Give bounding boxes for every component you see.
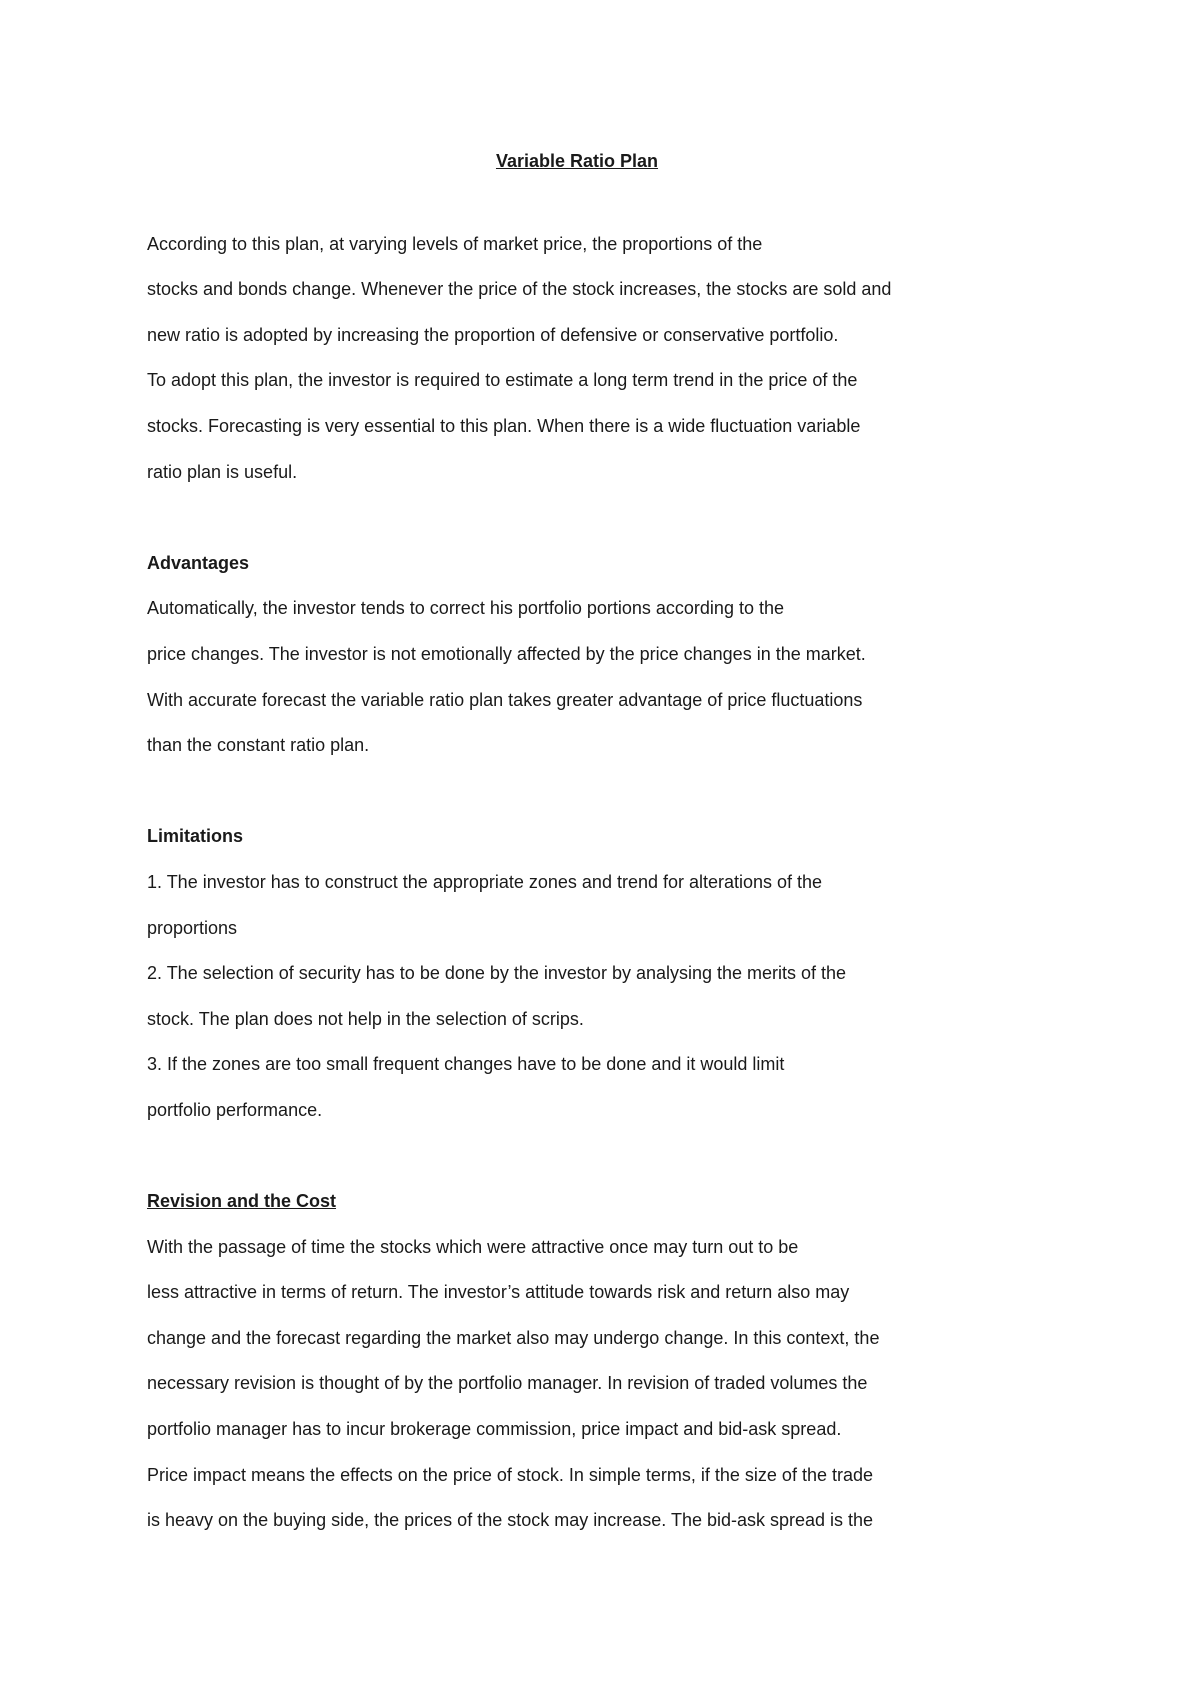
section-spacer xyxy=(147,1133,1007,1179)
limitations-line: portfolio performance. xyxy=(147,1099,323,1120)
revision-line: Price impact means the effects on the price of stock. In simple terms, if the size of the trade xyxy=(147,1464,873,1485)
document-body xyxy=(147,146,1007,1544)
revision-line: less attractive in terms of return. The investor’s attitude towards risk and return also may xyxy=(147,1282,850,1303)
limitations-line: proportions xyxy=(147,917,238,938)
intro-line: new ratio is adopted by increasing the proportion of defensive or conservative portfolio. xyxy=(147,324,839,345)
limitations-heading: Limitations xyxy=(147,826,244,847)
limitations-line: 2. The selection of security has to be done by the investor by analysing the merits of the xyxy=(147,963,847,984)
section-spacer xyxy=(147,495,1007,541)
advantages-line: than the constant ratio plan. xyxy=(147,735,370,756)
limitations-section xyxy=(147,814,1007,1133)
advantages-line: price changes. The investor is not emotionally affected by the price changes in the market. xyxy=(147,643,866,664)
intro-line: ratio plan is useful. xyxy=(147,461,298,482)
advantages-heading: Advantages xyxy=(147,552,250,573)
intro-line: stocks and bonds change. Whenever the price of the stock increases, the stocks are sold and xyxy=(147,279,892,300)
limitations-line: stock. The plan does not help in the selection of scrips. xyxy=(147,1008,584,1029)
revision-line: change and the forecast regarding the market also may undergo change. In this context, the xyxy=(147,1327,880,1348)
intro-line: To adopt this plan, the investor is required to estimate a long term trend in the price of the xyxy=(147,370,858,391)
advantages-line: Automatically, the investor tends to correct his portfolio portions according to the xyxy=(147,598,784,619)
intro-line: stocks. Forecasting is very essential to this plan. When there is a wide fluctuation variable xyxy=(147,415,861,436)
document-title: Variable Ratio Plan xyxy=(495,151,659,171)
limitations-line: 1. The investor has to construct the appropriate zones and trend for alterations of the xyxy=(147,871,823,892)
advantages-section xyxy=(147,541,1007,769)
advantages-line: With accurate forecast the variable ratio plan takes greater advantage of price fluctuations xyxy=(147,689,863,710)
revision-line: is heavy on the buying side, the prices of the stock may increase. The bid-ask spread is the xyxy=(147,1510,874,1531)
revision-line: necessary revision is thought of by the portfolio manager. In revision of traded volumes the xyxy=(147,1373,868,1394)
revision-line: With the passage of time the stocks which were attractive once may turn out to be xyxy=(147,1236,799,1257)
revision-section xyxy=(147,1179,1007,1544)
section-spacer xyxy=(147,769,1007,815)
revision-heading: Revision and the Cost xyxy=(147,1191,337,1212)
intro-paragraph xyxy=(147,222,1007,496)
revision-line: portfolio manager has to incur brokerage commission, price impact and bid-ask spread. xyxy=(147,1419,842,1440)
intro-line: According to this plan, at varying levels of market price, the proportions of the xyxy=(147,233,763,254)
limitations-line: 3. If the zones are too small frequent changes have to be done and it would limit xyxy=(147,1054,785,1075)
